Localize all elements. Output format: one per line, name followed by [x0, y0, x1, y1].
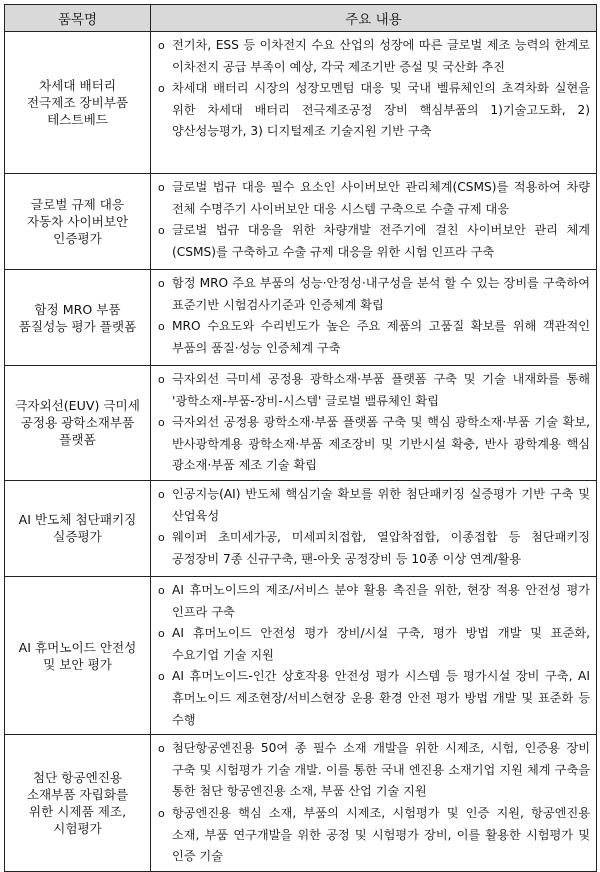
- bullet-text: MRO 수요도와 수리빈도가 높은 주요 제품의 고품질 확보를 위해 객관적인 부품의 품질·성능 인증체계 구축: [172, 319, 590, 355]
- bullet-circle-icon: o: [158, 181, 165, 194]
- table-row: [5, 480, 597, 576]
- item-content-cell: [151, 366, 597, 481]
- bullet-text: 인공지능(AI) 반도체 핵심기술 확보를 위한 첨단패키징 실증평가 기반 구축 및 산업육성: [172, 486, 590, 523]
- bullet-circle-icon: o: [158, 82, 165, 96]
- bullet-item: [155, 738, 590, 803]
- header-item-name: 품목명: [5, 5, 151, 32]
- header-row: [5, 5, 597, 32]
- bullet-circle-icon: o: [158, 487, 165, 501]
- bullet-circle-icon: o: [158, 416, 165, 430]
- bullet-text: 함정 MRO 주요 부품의 성능·안정성·내구성을 분석 할 수 있는 장비를 구축하여 표준기반 시험검사기준과 인증체계 확립: [172, 276, 590, 312]
- bullet-circle-icon: o: [158, 627, 165, 641]
- bullet-item: [155, 580, 590, 623]
- bullet-circle-icon: o: [158, 277, 165, 290]
- bullet-item: [155, 666, 590, 731]
- bullet-circle-icon: o: [158, 373, 165, 386]
- bullet-text: 글로벌 법규 대응을 위한 차량개발 전주기에 걸친 사이버보안 관리 체계(CSMS)를 구축하고 수출 규제 대응을 위한 시험 인프라 구축: [172, 223, 590, 259]
- bullet-text: AI 휴머노이드-인간 상호작용 안전성 평가 시스템 등 평가시설 장비 구축, AI 휴머노이드 제조현장/서비스현장 운용 환경 안전 평가 방법 개발 및 표준화 등 수행: [172, 669, 590, 727]
- bullet-item: [155, 220, 590, 263]
- table-body: [5, 32, 597, 872]
- bullet-item: [155, 273, 590, 316]
- item-content-cell: [151, 32, 597, 174]
- bullet-item: [155, 177, 590, 220]
- bullet-item: [155, 78, 590, 143]
- table-row: [5, 366, 597, 481]
- bullet-circle-icon: o: [158, 224, 165, 238]
- item-content-cell: [151, 480, 597, 576]
- bullet-text: 웨이퍼 초미세가공, 미세피치접합, 열압착접합, 이종접합 등 첨단패키징 공정장비 7종 신규구축, 팬-아웃 공정장비 등 10종 이상 연계/활용: [172, 530, 590, 566]
- item-content-cell: [151, 174, 597, 270]
- bullet-item: [155, 369, 590, 412]
- bullet-circle-icon: o: [158, 742, 165, 756]
- bullet-circle-icon: o: [158, 583, 165, 597]
- item-content-cell: [151, 735, 597, 872]
- bullet-item: [155, 316, 590, 359]
- bullet-circle-icon: o: [158, 39, 165, 52]
- bullet-text: 극자외선 공정용 광학소재·부품 플랫폼 구축 및 핵심 광학소재·부품 기술 확보, 반사광학계용 광학소재·부품 제조장비 및 기반시설 확충, 반사 광학계용 핵심 광소재·부품 제조 기술 확립: [172, 415, 590, 473]
- bullet-item: [155, 35, 590, 78]
- table-row: [5, 735, 597, 872]
- item-content-cell: [151, 576, 597, 734]
- bullet-item: [155, 412, 590, 477]
- bullet-text: 항공엔진용 핵심 소재, 부품의 시제조, 시험평가 및 인증 지원, 항공엔진용 소재, 부품 연구개발을 위한 공정 및 시험평가 장비, 이를 활용한 시험평가 및 인증 기술: [172, 805, 590, 864]
- bullet-text: 글로벌 법규 대응 필수 요소인 사이버보안 관리체계(CSMS)를 적용하여 차량 전체 수명주기 사이버보안 대응 시스템 구축으로 수출 규제 대응: [172, 180, 590, 216]
- bullet-item: [155, 484, 590, 527]
- bullet-circle-icon: o: [158, 670, 165, 684]
- table-row: [5, 174, 597, 270]
- table-row: [5, 270, 597, 366]
- bullet-text: AI 휴머노이드의 제조/서비스 분야 활용 촉진을 위한, 현장 적용 안전성 평가 인프라 구축: [172, 582, 590, 619]
- header-main-content: 주요 내용: [151, 5, 597, 32]
- bullet-item: [155, 623, 590, 666]
- item-name-cell: 차세대 배터리 전극제조 장비부품 테스트베드: [5, 32, 151, 174]
- content-table: [4, 4, 597, 872]
- item-name-cell: AI 휴머노이드 안전성 및 보안 평가: [5, 576, 151, 734]
- table-row: [5, 32, 597, 174]
- bullet-item: [155, 803, 590, 868]
- bullet-circle-icon: o: [158, 531, 165, 545]
- item-name-cell: 첨단 항공엔진용 소재부품 자립화를 위한 시제품 제조, 시험평가: [5, 735, 151, 872]
- bullet-text: 차세대 배터리 시장의 성장모멘텀 대응 및 국내 벨류체인의 초격차화 실현을 위한 차세대 배터리 전극제조공정 장비 핵심부품의 1)기술고도화, 2)양산성능평가, 3) 디지털제조 기술지원 기반 구축: [172, 81, 590, 139]
- bullet-text: AI 휴머노이드 안전성 평가 장비/시설 구축, 평가 방법 개발 및 표준화, 수요기업 기술 지원: [172, 626, 590, 662]
- item-name-cell: 글로벌 규제 대응 자동차 사이버보안 인증평가: [5, 174, 151, 270]
- bullet-text: 첨단항공엔진용 50여 종 필수 소재 개발을 위한 시제조, 시험, 인증용 장비 구축 및 시험평가 기술 개발. 이를 통한 국내 엔진용 소재기업 지원 체계 구축을 통한 첨단 항공엔진용 소재, 부품 산업 기술 지원: [172, 741, 590, 799]
- bullet-circle-icon: o: [158, 320, 165, 334]
- bullet-text: 극자외선 극미세 공정용 광학소재·부품 플랫폼 구축 및 기술 내재화를 통해 '광학소재-부품-장비-시스템' 글로벌 밸류체인 확립: [172, 372, 590, 408]
- item-content-cell: [151, 270, 597, 366]
- bullet-item: [155, 527, 590, 570]
- bullet-circle-icon: o: [158, 806, 165, 820]
- bullet-text: 전기차, ESS 등 이차전지 수요 산업의 성장에 따른 글로벌 제조 능력의 한계로 이차전지 공급 부족이 예상, 각국 제조기반 증설 및 국산화 추진: [172, 38, 590, 74]
- item-name-cell: AI 반도체 첨단패키징 실증평가: [5, 480, 151, 576]
- table-row: [5, 576, 597, 734]
- item-name-cell: 극자외선(EUV) 극미세 공정용 광학소재부품 플랫폼: [5, 366, 151, 481]
- item-name-cell: 함정 MRO 부품 품질성능 평가 플랫폼: [5, 270, 151, 366]
